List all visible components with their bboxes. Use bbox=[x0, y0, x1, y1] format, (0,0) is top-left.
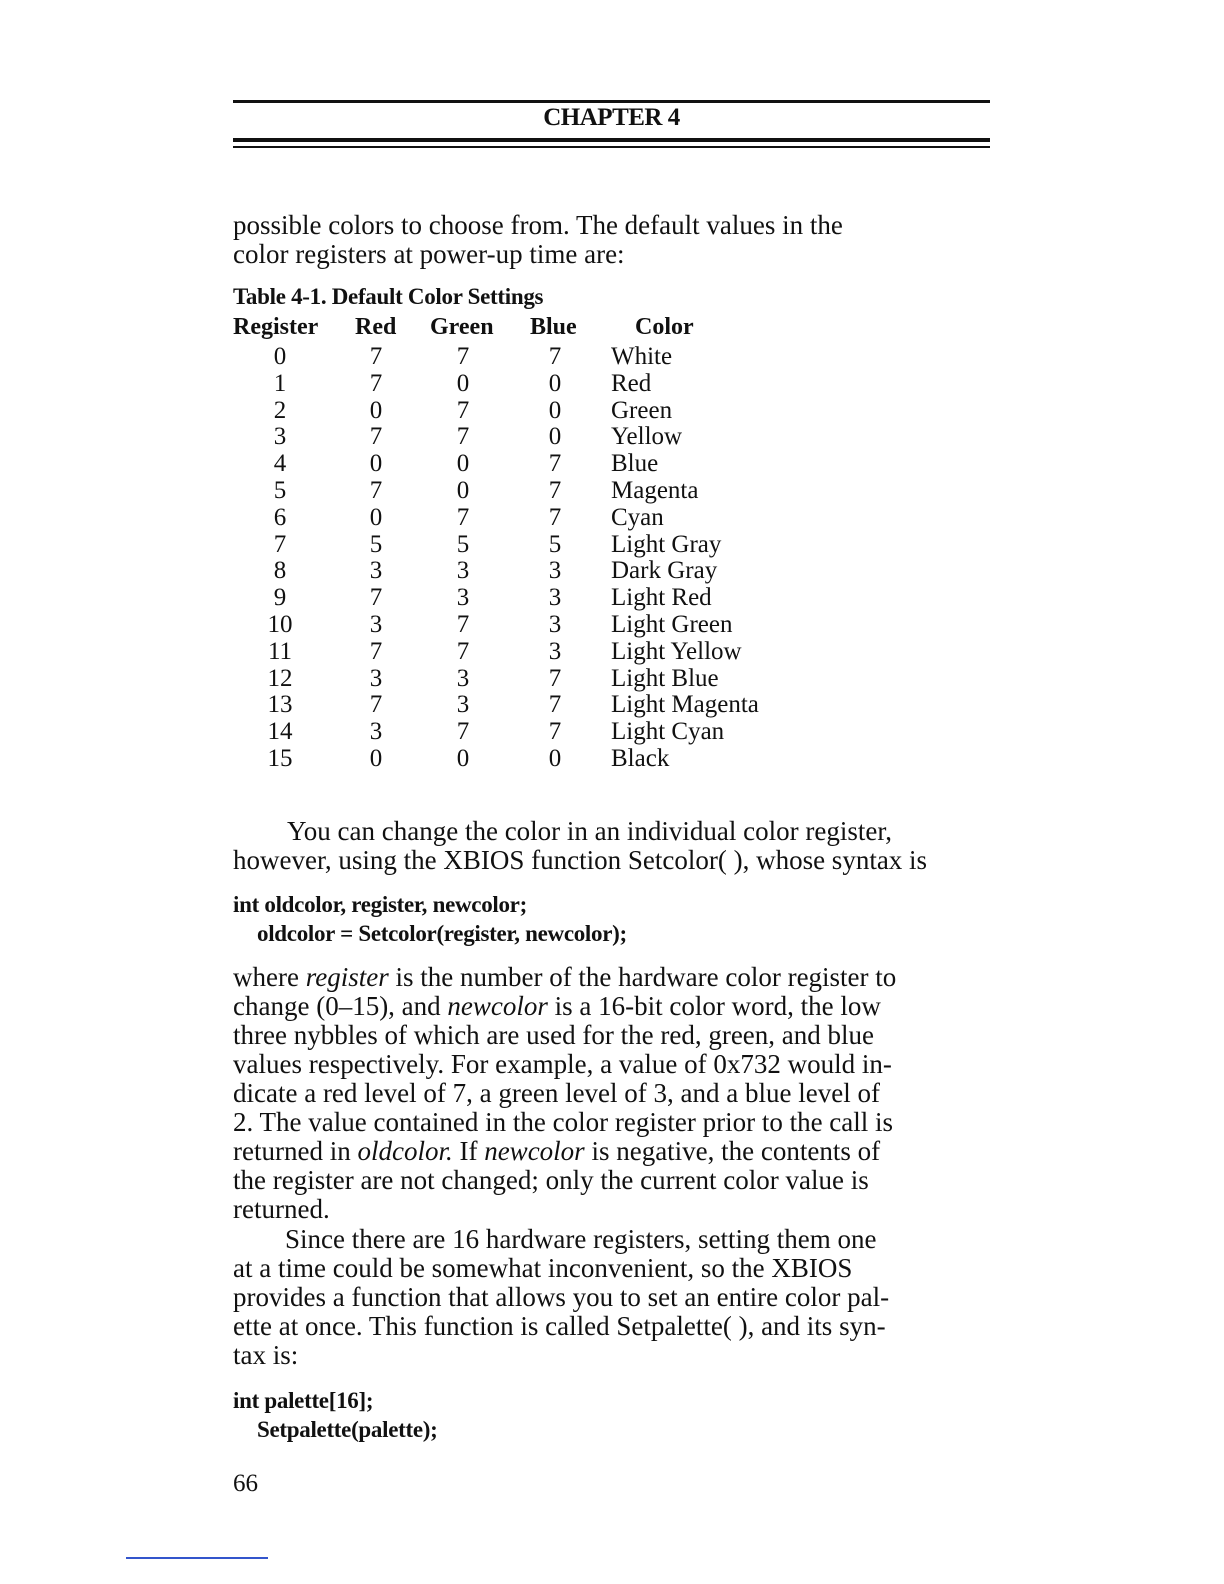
cell-green: 3 bbox=[456, 691, 470, 719]
paragraph-line bbox=[233, 1078, 880, 1108]
table-header-green: Green bbox=[430, 314, 494, 340]
text-run: If bbox=[452, 1136, 485, 1166]
text-run: is the number of the hardware color register to bbox=[388, 962, 897, 992]
cell-red: 0 bbox=[369, 503, 383, 531]
text-run: You can change the color in an individual color register, bbox=[287, 816, 893, 846]
cell-blue: 7 bbox=[548, 718, 562, 746]
paragraph-line bbox=[287, 816, 892, 846]
cell-green: 7 bbox=[456, 503, 470, 531]
cell-red: 0 bbox=[369, 450, 383, 478]
text-run: at a time could be somewhat inconvenient, so the XBIOS bbox=[233, 1253, 853, 1283]
cell-register: 12 bbox=[267, 664, 293, 692]
paragraph-line bbox=[233, 1049, 892, 1079]
text-run: three nybbles of which are used for the red, green, and blue bbox=[233, 1020, 874, 1050]
italic-term: newcolor bbox=[484, 1136, 585, 1166]
cell-register: 5 bbox=[273, 477, 287, 504]
text-run: provides a function that allows you to set an entire color pal- bbox=[233, 1282, 890, 1312]
table-header-red: Red bbox=[355, 314, 397, 340]
code-line: oldcolor = Setcolor(register, newcolor); bbox=[257, 921, 627, 946]
table-header-blue: Blue bbox=[530, 314, 577, 340]
paragraph-line bbox=[233, 962, 896, 992]
cell-blue: 0 bbox=[548, 396, 562, 424]
cell-red: 7 bbox=[369, 343, 383, 370]
cell-color-name: Magenta bbox=[611, 477, 699, 504]
header-rule-bottom bbox=[233, 138, 990, 142]
cell-blue: 3 bbox=[548, 557, 562, 585]
cell-color-name: Blue bbox=[611, 450, 659, 478]
paragraph-line bbox=[233, 1165, 869, 1195]
paragraph-line bbox=[233, 1136, 880, 1166]
cell-green: 3 bbox=[456, 557, 470, 585]
paragraph-line bbox=[233, 1340, 298, 1370]
cell-register: 10 bbox=[267, 611, 293, 638]
cell-register: 4 bbox=[273, 450, 287, 478]
cell-green: 5 bbox=[456, 530, 470, 558]
cell-register: 1 bbox=[273, 369, 287, 397]
cell-color-name: Cyan bbox=[611, 503, 664, 531]
chapter-heading: CHAPTER 4 bbox=[543, 104, 680, 131]
text-run: 2. The value contained in the color register prior to the call is bbox=[233, 1107, 894, 1137]
cell-blue: 3 bbox=[548, 637, 562, 665]
paragraph-line bbox=[233, 210, 843, 240]
cell-green: 7 bbox=[456, 611, 470, 638]
text-run: where bbox=[233, 962, 306, 992]
cell-color-name: Light Cyan bbox=[611, 718, 725, 746]
cell-red: 3 bbox=[369, 664, 383, 692]
paragraph-line bbox=[233, 1107, 893, 1137]
cell-green: 0 bbox=[456, 369, 470, 397]
paragraph-line bbox=[233, 1311, 886, 1341]
text-run: tax is: bbox=[233, 1340, 299, 1370]
paragraph-line bbox=[233, 1020, 874, 1050]
cell-color-name: Red bbox=[611, 369, 652, 397]
cell-blue: 7 bbox=[548, 503, 562, 531]
cell-color-name: Green bbox=[611, 396, 673, 424]
cell-blue: 5 bbox=[548, 530, 562, 558]
cell-blue: 7 bbox=[548, 477, 562, 504]
text-run: color registers at power-up time are: bbox=[233, 239, 625, 269]
cell-red: 5 bbox=[369, 530, 383, 558]
code-line: int palette[16]; bbox=[233, 1388, 374, 1413]
text-run: values respectively. For example, a value of 0x732 would in- bbox=[233, 1049, 892, 1079]
cell-color-name: Black bbox=[611, 745, 670, 772]
cell-blue: 3 bbox=[548, 611, 562, 638]
code-line: int oldcolor, register, newcolor; bbox=[233, 892, 527, 917]
paragraph-line bbox=[233, 845, 927, 875]
cell-blue: 7 bbox=[548, 691, 562, 719]
text-run: change (0–15), and bbox=[233, 991, 448, 1021]
cell-green: 0 bbox=[456, 477, 470, 504]
cell-color-name: Light Magenta bbox=[611, 691, 759, 719]
italic-term: register bbox=[305, 962, 389, 992]
cell-green: 7 bbox=[456, 396, 470, 424]
italic-term: newcolor bbox=[447, 991, 548, 1021]
cell-blue: 7 bbox=[548, 343, 562, 370]
cell-red: 0 bbox=[369, 396, 383, 424]
cell-register: 14 bbox=[267, 718, 293, 746]
table-header-color: Color bbox=[635, 314, 694, 340]
header-rule-top bbox=[233, 100, 990, 103]
cell-blue: 3 bbox=[548, 584, 562, 612]
cell-green: 7 bbox=[456, 343, 470, 370]
cell-register: 2 bbox=[273, 396, 287, 424]
cell-blue: 0 bbox=[548, 423, 562, 451]
cell-red: 3 bbox=[369, 557, 383, 585]
table-header-register: Register bbox=[233, 314, 319, 340]
text-run: ette at once. This function is called Setpalette( ), and its syn- bbox=[233, 1311, 886, 1341]
text-run: returned. bbox=[233, 1194, 330, 1224]
cell-green: 7 bbox=[456, 637, 470, 665]
cell-color-name: Light Green bbox=[611, 611, 733, 638]
cell-red: 7 bbox=[369, 637, 383, 665]
cell-red: 7 bbox=[369, 584, 383, 612]
cell-green: 7 bbox=[456, 423, 470, 451]
paragraph-line bbox=[233, 991, 881, 1021]
cell-register: 13 bbox=[267, 691, 293, 719]
cell-color-name: Dark Gray bbox=[611, 557, 718, 585]
cell-register: 7 bbox=[273, 530, 287, 558]
cell-register: 8 bbox=[273, 557, 287, 585]
paragraph-line bbox=[233, 1282, 889, 1312]
cell-color-name: Light Blue bbox=[611, 664, 719, 692]
text-run: is a 16-bit color word, the low bbox=[547, 991, 881, 1021]
code-line: Setpalette(palette); bbox=[257, 1417, 438, 1442]
text-run: is negative, the contents of bbox=[584, 1136, 881, 1166]
cell-blue: 0 bbox=[548, 369, 562, 397]
cell-red: 7 bbox=[369, 691, 383, 719]
footer-line bbox=[126, 1557, 268, 1559]
cell-red: 7 bbox=[369, 369, 383, 397]
paragraph-line bbox=[233, 1253, 852, 1283]
cell-blue: 7 bbox=[548, 664, 562, 692]
cell-green: 3 bbox=[456, 664, 470, 692]
text-run: Since there are 16 hardware registers, setting them one bbox=[285, 1224, 877, 1254]
cell-blue: 0 bbox=[548, 745, 562, 772]
cell-color-name: Light Gray bbox=[611, 530, 722, 558]
cell-register: 6 bbox=[273, 503, 287, 531]
cell-red: 7 bbox=[369, 423, 383, 451]
cell-red: 0 bbox=[369, 745, 383, 772]
text-run: the register are not changed; only the current color value is bbox=[233, 1165, 869, 1195]
page-number: 66 bbox=[233, 1470, 258, 1497]
cell-register: 3 bbox=[273, 423, 287, 451]
cell-register: 11 bbox=[267, 637, 293, 665]
cell-blue: 7 bbox=[548, 450, 562, 478]
cell-green: 3 bbox=[456, 584, 470, 612]
cell-green: 0 bbox=[456, 450, 470, 478]
cell-red: 3 bbox=[369, 718, 383, 746]
cell-register: 15 bbox=[267, 745, 293, 772]
paragraph-line bbox=[285, 1224, 877, 1254]
cell-register: 0 bbox=[273, 343, 287, 370]
text-run: returned in bbox=[233, 1136, 358, 1166]
table-title: Table 4-1. Default Color Settings bbox=[233, 284, 544, 309]
italic-term: oldcolor. bbox=[357, 1136, 453, 1166]
cell-green: 0 bbox=[456, 745, 470, 772]
text-run: dicate a red level of 7, a green level of 3, and a blue level of bbox=[233, 1078, 880, 1108]
cell-color-name: Light Red bbox=[611, 584, 712, 612]
paragraph-line bbox=[233, 239, 625, 269]
cell-red: 7 bbox=[369, 477, 383, 504]
paragraph-line bbox=[233, 1194, 330, 1224]
cell-register: 9 bbox=[273, 584, 287, 612]
cell-green: 7 bbox=[456, 718, 470, 746]
header-rule-bottom-thin bbox=[233, 146, 990, 148]
cell-color-name: Light Yellow bbox=[611, 637, 742, 665]
cell-color-name: Yellow bbox=[611, 423, 683, 451]
text-run: however, using the XBIOS function Setcolor( ), whose syntax is bbox=[233, 845, 928, 875]
cell-red: 3 bbox=[369, 611, 383, 638]
text-run: possible colors to choose from. The default values in the bbox=[233, 210, 843, 240]
cell-color-name: White bbox=[611, 343, 673, 370]
